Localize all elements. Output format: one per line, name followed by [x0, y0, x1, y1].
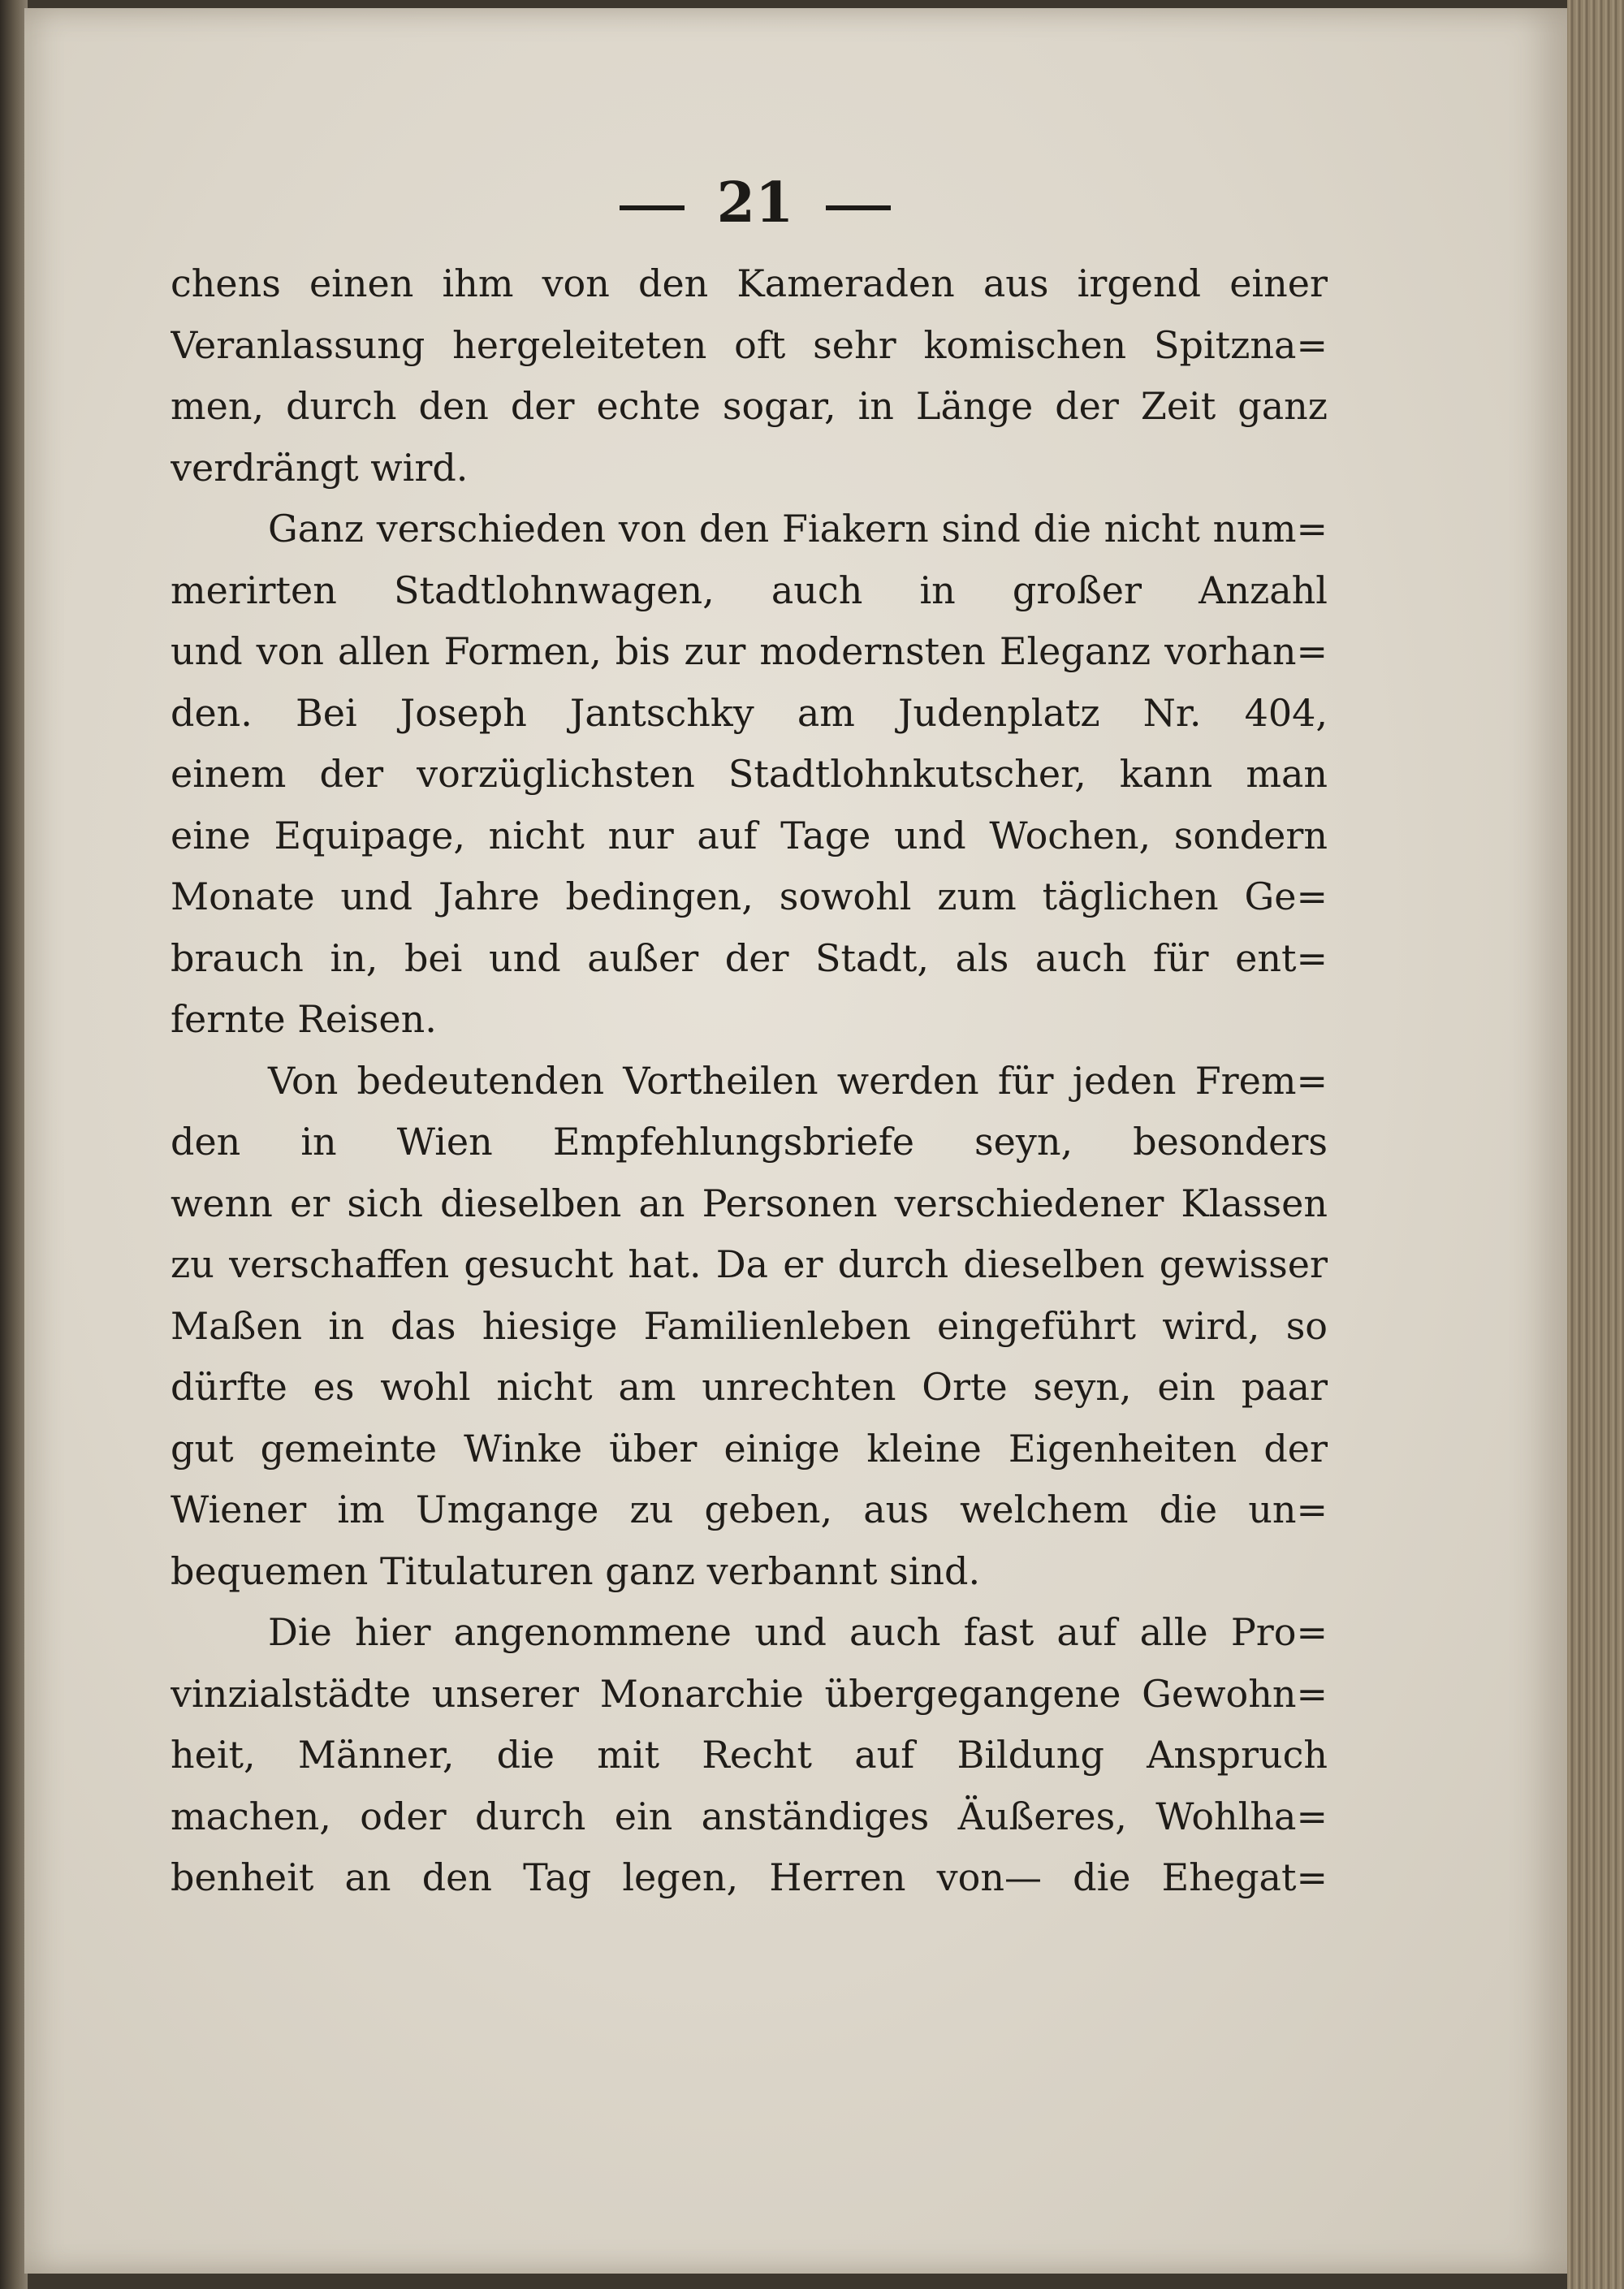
- text-line: zu verschaffen gesucht hat. Da er durch dieselben gewisser: [171, 1242, 1328, 1286]
- body-text: [171, 253, 1328, 1909]
- text-line: Wiener im Umgange zu geben, aus welchem die un=: [171, 1488, 1328, 1531]
- text-line: Die hier angenommene und auch fast auf alle Pro=: [268, 1610, 1328, 1654]
- text-line: bequemen Titulaturen ganz verbannt sind.: [171, 1548, 981, 1593]
- text-line: Von bedeutenden Vortheilen werden für jeden Frem=: [268, 1058, 1328, 1103]
- text-line: brauch in, bei und außer der Stadt, als auch für ent=: [171, 935, 1328, 980]
- text-line: merirten Stadtlohnwagen, auch in großer Anzahl: [171, 568, 1328, 612]
- text-line: Ganz verschieden von den Fiakern sind die nicht num=: [268, 507, 1328, 551]
- text-line: machen, oder durch ein anständiges Äußeres, Wohlha=: [171, 1794, 1328, 1838]
- page-sheet: [24, 8, 1567, 2274]
- text-line: den in Wien Empfehlungsbriefe seyn, besonders: [171, 1120, 1328, 1164]
- text-line: verdrängt wird.: [171, 445, 469, 490]
- text-line: men, durch den der echte sogar, in Länge der Zeit ganz: [171, 384, 1328, 428]
- book-spine-edge: [0, 0, 28, 2289]
- page-number: 21: [716, 171, 794, 235]
- text-line: vinzialstädte unserer Monarchie übergegangene Gewohn=: [171, 1671, 1328, 1716]
- text-line: den. Bei Joseph Jantschky am Judenplatz Nr. 404,: [171, 690, 1328, 735]
- text-line: Monate und Jahre bedingen, sowohl zum täglichen Ge=: [171, 875, 1328, 918]
- text-line: gut gemeinte Winke über einige kleine Eigenheiten der: [171, 1426, 1328, 1471]
- text-line: einem der vorzüglichsten Stadtlohnkutscher, kann man: [171, 752, 1328, 796]
- text-line: wenn er sich dieselben an Personen verschiedener Klassen: [171, 1181, 1328, 1225]
- text-line: chens einen ihm von den Kameraden aus irgend einer: [171, 261, 1328, 305]
- page-header: [24, 171, 1486, 235]
- text-line: benheit an den Tag legen, Herren von— die Ehegat=: [171, 1855, 1328, 1899]
- page-stack-edge: [1567, 0, 1624, 2289]
- text-line: heit, Männer, die mit Recht auf Bildung Anspruch: [171, 1733, 1328, 1777]
- text-line: und von allen Formen, bis zur modernsten Eleganz vorhan=: [171, 629, 1328, 673]
- text-line: fernte Reisen.: [171, 997, 437, 1041]
- header-dash-right: [826, 205, 891, 210]
- text-line: eine Equipage, nicht nur auf Tage und Wochen, sondern: [171, 813, 1328, 857]
- text-line: dürfte es wohl nicht am unrechten Orte seyn, ein paar: [171, 1365, 1328, 1409]
- text-line: Veranlassung hergeleiteten oft sehr komischen Spitzna=: [171, 322, 1328, 367]
- text-line: Maßen in das hiesige Familienleben eingeführt wird, so: [171, 1303, 1328, 1348]
- header-dash-left: [620, 205, 685, 210]
